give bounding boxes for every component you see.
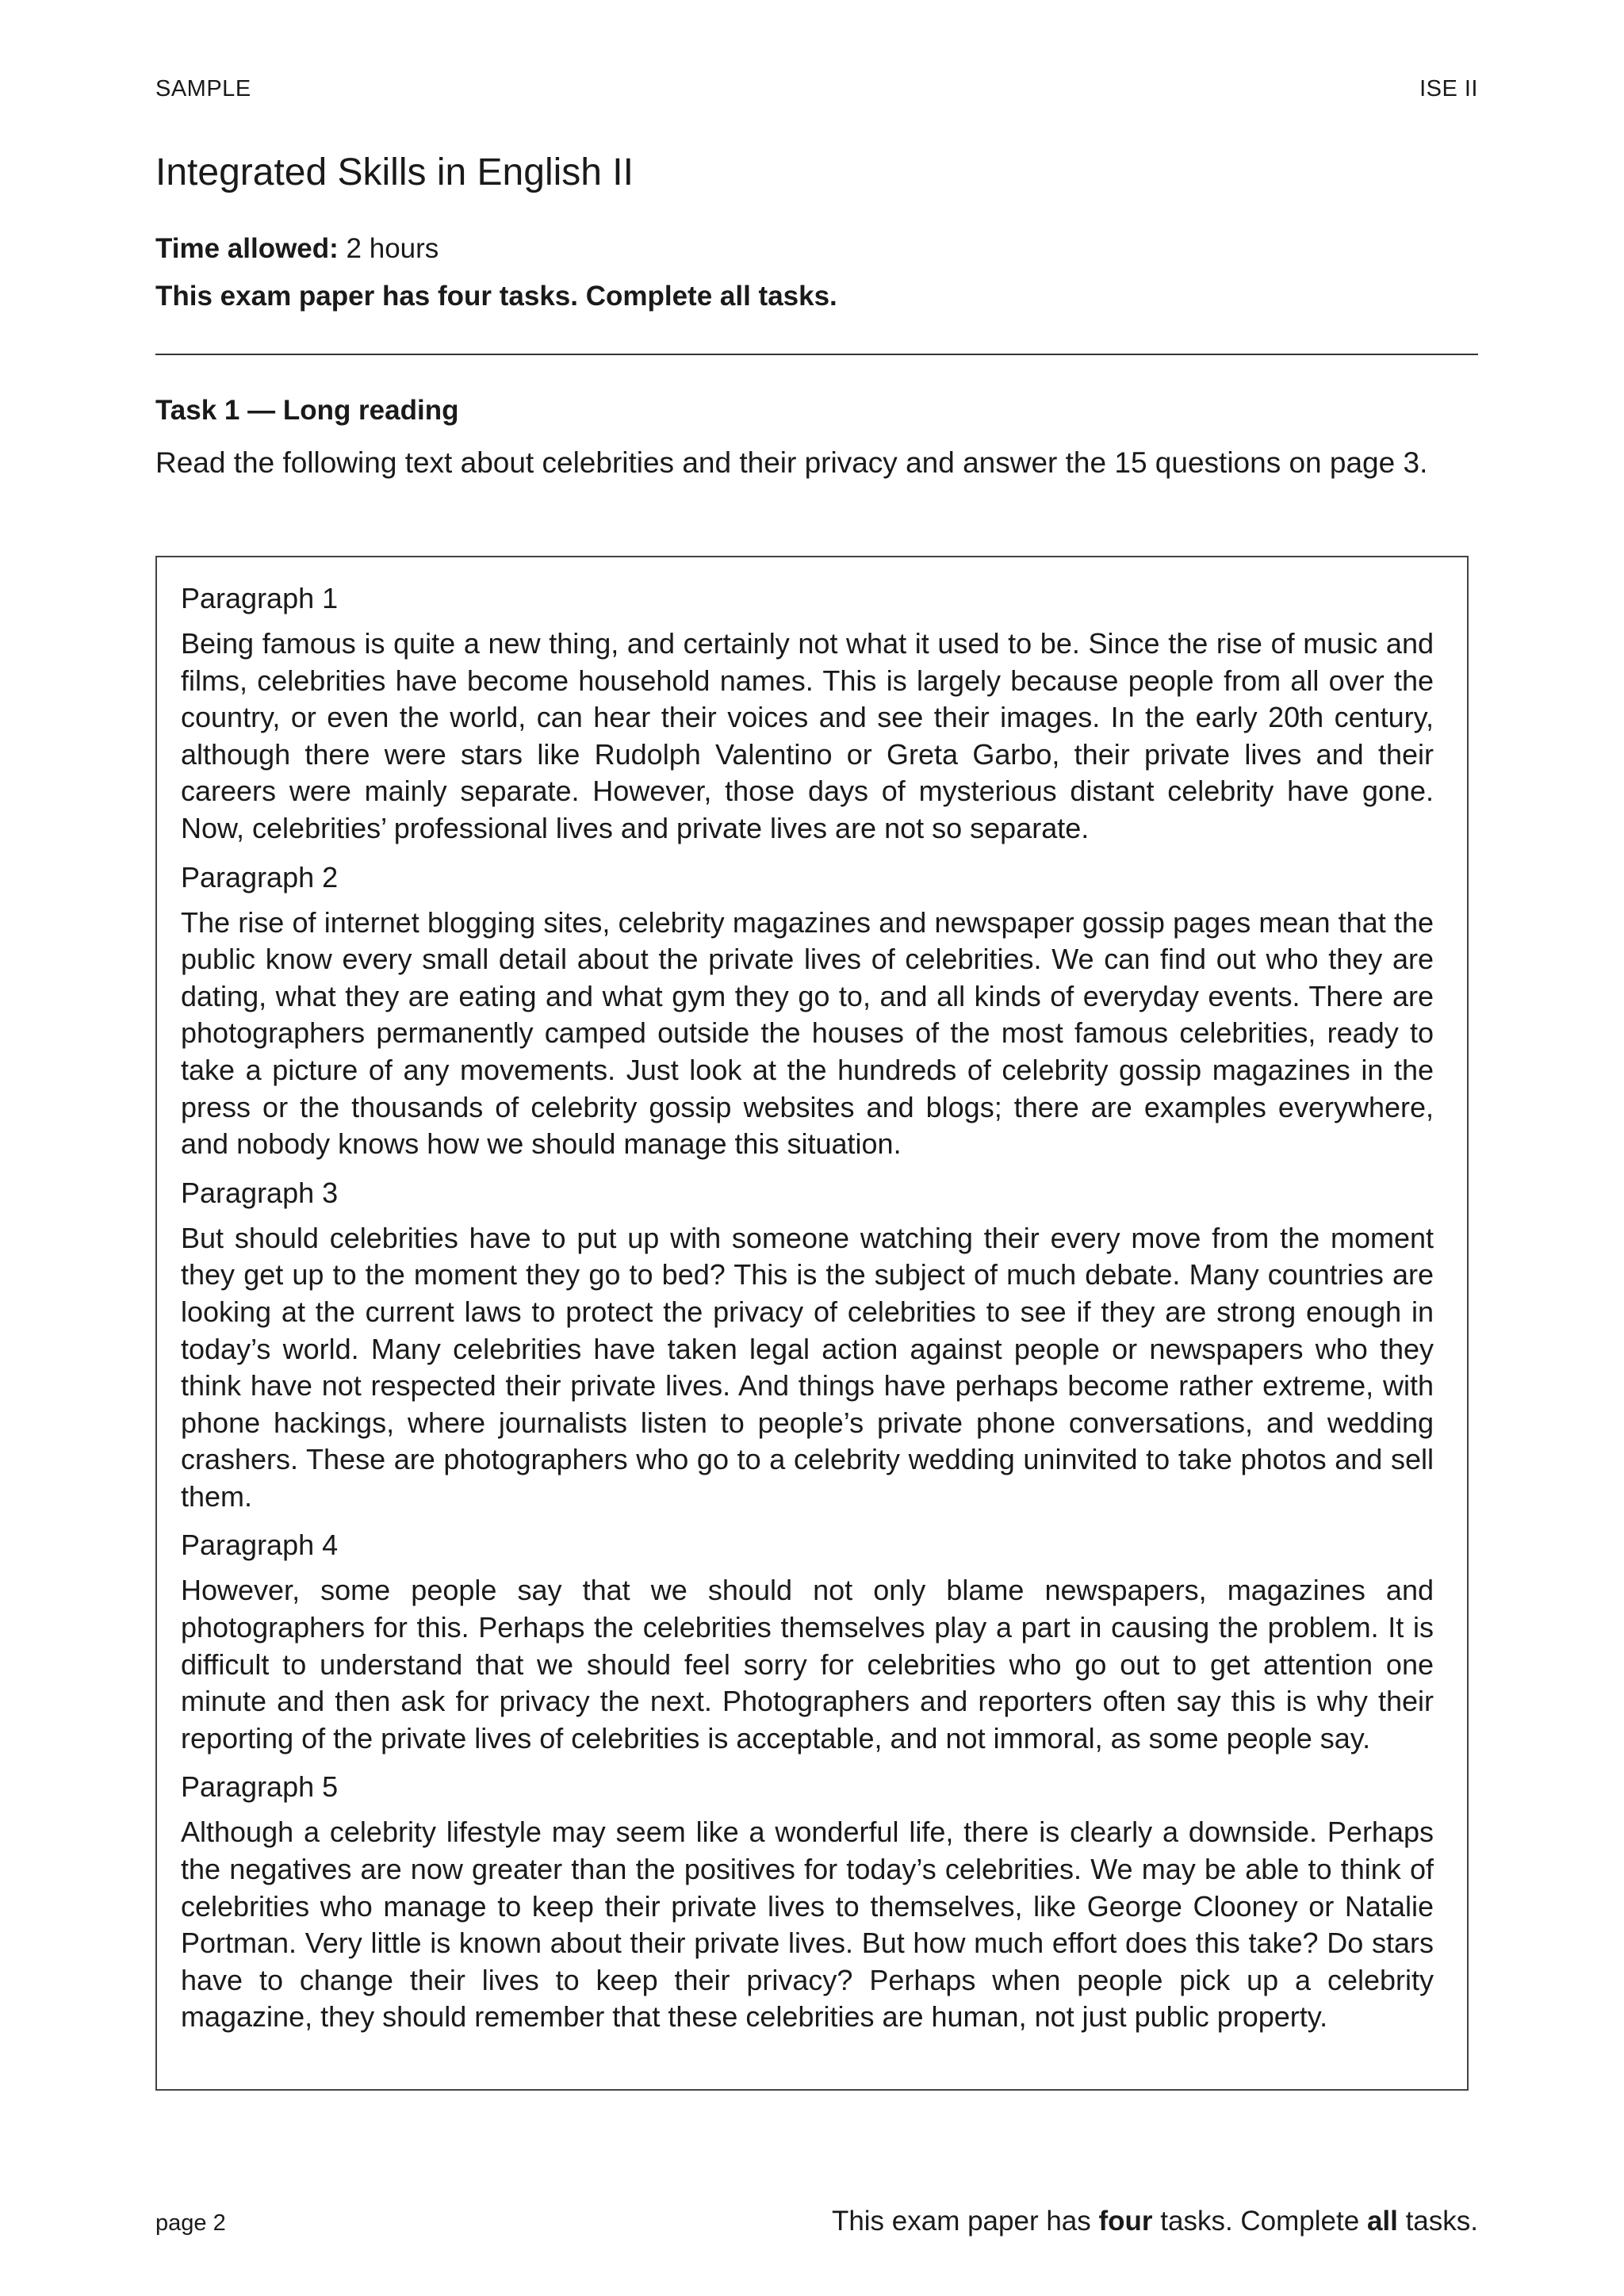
paragraph-heading: Paragraph 3	[181, 1176, 339, 1209]
divider	[155, 354, 1478, 355]
footer-text-part: tasks. Complete	[1152, 2206, 1367, 2237]
page-title: Integrated Skills in English II	[155, 151, 634, 193]
footer-bold-four: four	[1098, 2206, 1153, 2237]
footer-text-part: tasks.	[1397, 2206, 1478, 2237]
footer-instructions	[832, 2206, 1478, 2237]
paragraph-text: The rise of internet blogging sites, celebrity magazines and newspaper gossip pages mean that the public know every small detail about the private lives of celebrities. We can find out who they are dating, what they are eating and what gym they go to, and all kinds of everyday events. There are photographers permanently camped outside the houses of the most famous celebrities, ready to take a picture of any movements. Just look at the hundreds of celebrity gossip magazines in the press or the thousands of celebrity gossip websites and blogs; there are examples everywhere, and nobody knows how we should manage this situation.	[181, 905, 1434, 1161]
header-left-label: SAMPLE	[155, 76, 251, 101]
reading-text-box	[155, 556, 1469, 2091]
time-allowed	[155, 233, 439, 265]
paragraph-heading: Paragraph 5	[181, 1770, 339, 1804]
task-heading: Task 1 — Long reading	[155, 395, 459, 426]
footer-text-part: This exam paper has	[831, 2206, 1099, 2237]
paragraph-heading: Paragraph 4	[181, 1529, 339, 1562]
task-intro: Read the following text about celebrities and their privacy and answer the 15 questions on page 3.	[155, 446, 1428, 479]
time-allowed-value: 2 hours	[346, 233, 439, 264]
paragraph-text: But should celebrities have to put up with someone watching their every move from the moment they get up to the moment they go to bed? This is the subject of much debate. Many countries are looking at the current laws to protect the privacy of celebrities to see if they are strong enough in today’s world. Many celebrities have taken legal action against people or newspapers who they think have not respected their private lives. And things have perhaps become rather extreme, with phone hackings, where journalists listen to people’s private phone conversations, and wedding crashers. These are photographers who go to a celebrity wedding uninvited to take photos and sell them.	[181, 1221, 1434, 1513]
paragraph-heading: Paragraph 2	[181, 860, 339, 894]
page-footer	[155, 2206, 1478, 2237]
running-header	[155, 76, 1478, 102]
paragraph-text: Being famous is quite a new thing, and certainly not what it used to be. Since the rise of music and films, celebrities have become household names. This is largely because people from all over the country, or even the world, can hear their voices and see their images. In the early 20th century, although there were stars like Rudolph Valentino or Greta Garbo, their private lives and their careers were mainly separate. However, those days of mysterious distant celebrity have gone. Now, celebrities’ professional lives and private lives are not so separate.	[181, 627, 1434, 844]
time-allowed-label: Time allowed:	[155, 233, 339, 264]
paragraph-text: However, some people say that we should not only blame newspapers, magazines and photographers for this. Perhaps the celebrities themselves play a part in causing the problem. It is difficult to understand that we should feel sorry for celebrities who go out to get attention one minute and then ask for privacy the next. Photographers and reporters often say this is why their reporting of the private lives of celebrities is acceptable, and not immoral, as some people say.	[181, 1574, 1434, 1755]
exam-instructions: This exam paper has four tasks. Complete all tasks.	[155, 281, 837, 312]
paragraph-heading: Paragraph 1	[181, 582, 339, 614]
exam-page	[155, 0, 1478, 2296]
paragraph-text: Although a celebrity lifestyle may seem like a wonderful life, there is clearly a downside. Perhaps the negatives are now greater than the positives for today’s celebrities. We may be able to think of celebrities who manage to keep their private lives to themselves, like George Clooney or Natalie Portman. Very little is known about their private lives. But how much effort does this take? Do stars have to change their lives to keep their privacy? Perhaps when people pick up a celebrity magazine, they should remember that these celebrities are human, not just public property.	[181, 1816, 1434, 2034]
header-right-label: ISE II	[1419, 76, 1478, 101]
footer-bold-all: all	[1366, 2206, 1398, 2237]
page-number: page 2	[155, 2210, 226, 2236]
